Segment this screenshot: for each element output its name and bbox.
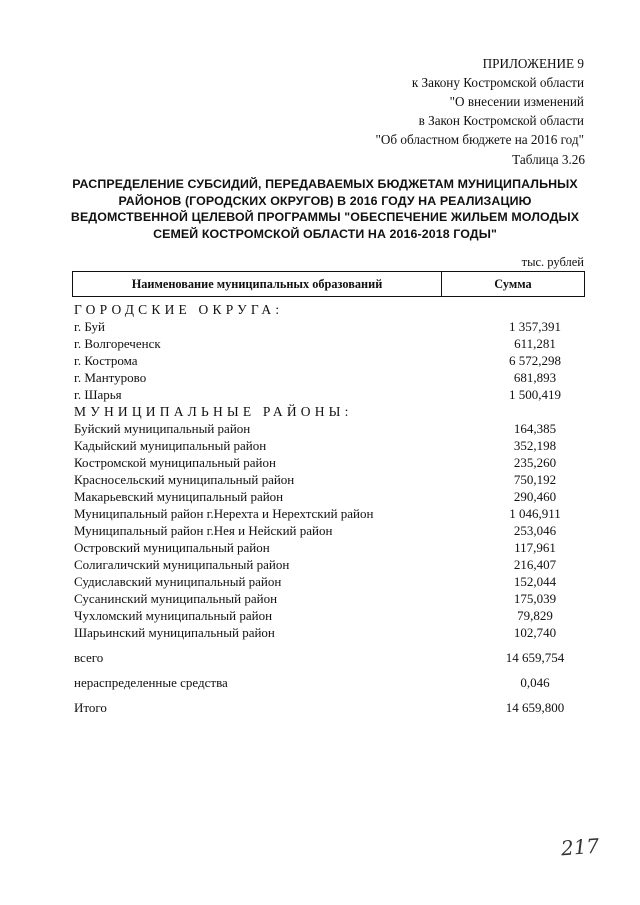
row-name: Чухломский муниципальный район xyxy=(74,608,273,623)
row-name: Судиславский муниципальный район xyxy=(74,574,282,589)
table-row xyxy=(74,318,586,335)
table-row xyxy=(74,420,586,437)
row-name: г. Кострома xyxy=(74,353,138,368)
total-row xyxy=(74,649,586,666)
table-header xyxy=(72,271,585,297)
row-value: 102,740 xyxy=(513,625,557,640)
grand-total-label: Итого xyxy=(74,700,107,715)
row-value: 216,407 xyxy=(513,557,557,572)
row-name: г. Шарья xyxy=(74,387,122,402)
table-row xyxy=(74,335,586,352)
unallocated-row xyxy=(74,674,586,691)
column-header-name: Наименование муниципальных образований xyxy=(73,272,442,296)
row-value: 352,198 xyxy=(513,438,557,453)
title-line: РАЙОНОВ (ГОРОДСКИХ ОКРУГОВ) В 2016 ГОДУ НА РЕАЛИЗАЦИЮ xyxy=(118,193,532,208)
grand-total-row xyxy=(74,699,586,716)
appendix-line: ПРИЛОЖЕНИЕ 9 xyxy=(482,56,584,71)
row-name: Муниципальный район г.Нерехта и Нерехтский район xyxy=(74,506,374,521)
row-name: Костромской муниципальный район xyxy=(74,455,276,470)
title-line: РАСПРЕДЕЛЕНИЕ СУБСИДИЙ, ПЕРЕДАВАЕМЫХ БЮДЖЕТАМ МУНИЦИПАЛЬНЫХ xyxy=(72,177,578,191)
table-row xyxy=(74,369,586,386)
table-row xyxy=(74,505,586,522)
table-row xyxy=(74,522,586,539)
row-value: 6 572,298 xyxy=(509,353,561,368)
row-value: 1 046,911 xyxy=(509,506,561,521)
document-title xyxy=(60,176,590,242)
total-label: всего xyxy=(74,650,104,665)
row-name: Буйский муниципальный район xyxy=(74,421,251,436)
row-name: Муниципальный район г.Нея и Нейский район xyxy=(74,523,333,538)
appendix-line: "О внесении изменений xyxy=(449,94,584,109)
row-value: 1 500,419 xyxy=(509,387,561,402)
row-name: г. Буй xyxy=(74,319,105,334)
appendix-line: "Об областном бюджете на 2016 год" xyxy=(375,132,584,147)
row-name: г. Волгореченск xyxy=(74,336,161,351)
section-label-municipal-districts: МУНИЦИПАЛЬНЫЕ РАЙОНЫ: xyxy=(74,404,353,419)
table-body xyxy=(74,301,586,716)
handwritten-page-number: 217 xyxy=(560,833,600,861)
table-row xyxy=(74,352,586,369)
row-name: г. Мантурово xyxy=(74,370,147,385)
row-value: 1 357,391 xyxy=(509,319,561,334)
table-row xyxy=(74,607,586,624)
unallocated-value: 0,046 xyxy=(520,675,550,690)
row-value: 611,281 xyxy=(514,336,556,351)
row-value: 164,385 xyxy=(513,421,557,436)
row-name: Красносельский муниципальный район xyxy=(74,472,295,487)
table-row xyxy=(74,471,586,488)
row-name: Шарьинский муниципальный район xyxy=(74,625,275,640)
row-value: 79,829 xyxy=(517,608,553,623)
table-row xyxy=(74,539,586,556)
table-row xyxy=(74,590,586,607)
row-name: Кадыйский муниципальный район xyxy=(74,438,267,453)
row-value: 235,260 xyxy=(513,455,557,470)
table-row xyxy=(74,454,586,471)
row-value: 253,046 xyxy=(513,523,557,538)
row-name: Солигаличский муниципальный район xyxy=(74,557,290,572)
row-value: 152,044 xyxy=(513,574,557,589)
units-label: тыс. рублей xyxy=(521,255,584,269)
title-line: ВЕДОМСТВЕННОЙ ЦЕЛЕВОЙ ПРОГРАММЫ "ОБЕСПЕЧЕНИЕ ЖИЛЬЕМ МОЛОДЫХ xyxy=(70,210,580,224)
column-header-sum: Сумма xyxy=(494,276,532,291)
section-label-city-districts: ГОРОДСКИЕ ОКРУГА: xyxy=(74,302,284,317)
row-value: 290,460 xyxy=(513,489,557,504)
title-line: СЕМЕЙ КОСТРОМСКОЙ ОБЛАСТИ НА 2016-2018 ГОДЫ" xyxy=(153,226,497,241)
appendix-line: к Закону Костромской области xyxy=(411,75,584,90)
table-row xyxy=(74,624,586,641)
total-value: 14 659,754 xyxy=(505,650,565,665)
row-value: 681,893 xyxy=(513,370,557,385)
appendix-line: в Закон Костромской области xyxy=(418,113,584,128)
row-value: 750,192 xyxy=(513,472,557,487)
table-row xyxy=(74,386,586,403)
grand-total-value: 14 659,800 xyxy=(505,700,565,715)
row-value: 117,961 xyxy=(514,540,556,555)
row-name: Сусанинский муниципальный район xyxy=(74,591,278,606)
row-name: Островский муниципальный район xyxy=(74,540,270,555)
table-row xyxy=(74,573,586,590)
appendix-header xyxy=(375,54,584,149)
table-row xyxy=(74,437,586,454)
table-row xyxy=(74,556,586,573)
table-row xyxy=(74,488,586,505)
row-name: Макарьевский муниципальный район xyxy=(74,489,284,504)
row-value: 175,039 xyxy=(513,591,557,606)
unallocated-label: нераспределенные средства xyxy=(74,675,228,690)
table-number: Таблица 3.26 xyxy=(512,152,585,167)
